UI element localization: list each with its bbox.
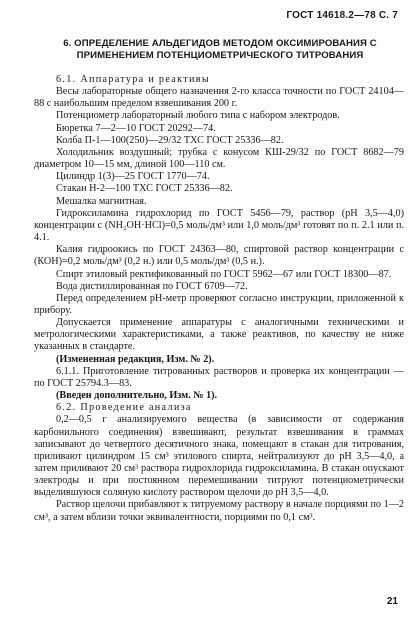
paragraph: Гидроксиламина гидрохлорид по ГОСТ 5456—79, раствор (рН 3,5—4,0) концентрации с (NH₂OH·HCl)=0,5 моль/дм³ или 1,0 моль/дм³ готовят по п. 2.1 или п. 4.1. [34,207,404,244]
amendment-note: (Измененная редакция, Изм. № 2). [56,353,215,365]
paragraph: Бюретка 7—2—10 ГОСТ 20292—74. [56,122,216,134]
paragraph: 0,2—0,5 г анализируемого вещества (в зависимости от содержания карбонильного соединения) взвешивают, результат взвешивания в граммах записывают до четвертого десятичного знака, помещают в стакан для титрования, приливают цилиндром 15 см³ этилового спирта, нейтрализуют до рН 3,5—4,0, а затем приливают 20 см³ раствора гидрохлорида гидроксиламина. В стакан опускают электроды и при постоянном перемешивании титруют потенциометрически выделившуюся соляную кислоту раствором щелочи до рН 3,5—4,0. [34,414,404,499]
paragraph: Спирт этиловый ректификованный по ГОСТ 5962—67 или ГОСТ 18300—87. [56,268,392,280]
paragraph: Стакан Н-2—100 ТХС ГОСТ 25336—82. [56,183,233,195]
running-header: ГОСТ 14618.2—78 С. 7 [286,10,398,21]
section-title-line-2: ПРИМЕНЕНИЕМ ПОТЕНЦИОМЕТРИЧЕСКОГО ТИТРОВАНИЯ [76,50,364,61]
paragraph: Вода дистиллированная по ГОСТ 6709—72. [56,280,248,292]
paragraph: Весы лабораторные общего назначения 2-го класса точности по ГОСТ 24104—88 с наибольшим пределом взвешивания 200 г. [34,86,404,110]
paragraph: Раствор щелочи прибавляют к титруемому раствору в начале порциями по 1—2 см³, а затем вблизи точки эквивалентности, порциями по 0,1 см³. [34,499,404,523]
paragraph: Холодильник воздушный; трубка с конусом КШ-29/32 по ГОСТ 8682—79 диаметром 10—15 мм, длиной 100—110 см. [34,146,404,171]
paragraph: Цилиндр 1(3)—25 ГОСТ 1770—74. [56,171,210,183]
paragraph: 6.1.1. Приготовление титрованных растворов и проверка их концентрации — по ГОСТ 25794.3—83. [34,365,404,389]
amendment-note: (Введен дополнительно, Изм. № 1). [56,390,218,402]
section-title [40,38,400,62]
paragraph: Колба П-1—100(250)—29/32 ТХС ГОСТ 25336—82. [56,134,284,146]
paragraph: Калия гидроокись по ГОСТ 24363—80, спиртовой раствор концентрации с (КОН)=0,2 моль/дм³ (0,2 н.) или 0,5 моль/дм³ (0,5 н.). [34,244,404,268]
page-number: 21 [386,596,398,607]
paragraph: Мешалка магнитная. [56,195,147,207]
body-text [34,74,404,524]
section-title-line-1: 6. ОПРЕДЕЛЕНИЕ АЛЬДЕГИДОВ МЕТОДОМ ОКСИМИРОВАНИЯ С [63,38,377,49]
paragraph: Допускается применение аппаратуры с аналогичными техническими и метрологическими характеристиками, а также реактивов, по качеству не ниже указанных в стандарте. [34,317,404,353]
paragraph: Потенциометр лабораторный любого типа с набором электродов. [56,110,340,122]
subsection-heading: 6.1. Аппаратура и реактивы [56,74,210,85]
subsection-heading: 6.2. Проведение анализа [56,402,192,414]
paragraph: Перед определением рН-метр проверяют согласно инструкции, приложенной к прибору. [34,292,404,316]
